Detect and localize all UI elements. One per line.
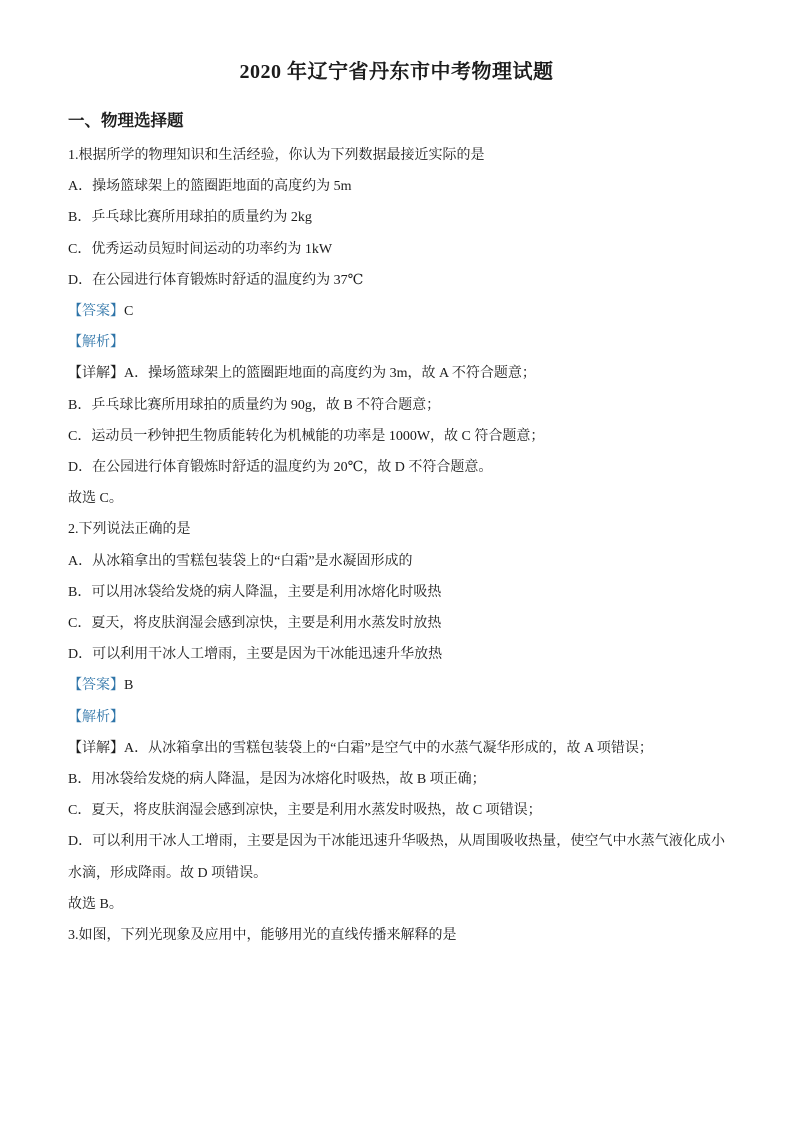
- detail-text: A．操场篮球架上的篮圈距地面的高度约为 3m，故 A 不符合题意；: [124, 366, 536, 382]
- question-1-conclusion: 故选 C。: [68, 491, 123, 507]
- question-2-detail-a: [68, 733, 725, 764]
- question-1-option-a: A．操场篮球架上的篮圈距地面的高度约为 5m: [68, 179, 352, 195]
- question-1-option-d: D．在公园进行体育锻炼时舒适的温度约为 37℃: [68, 272, 364, 288]
- question-2-detail-c: C．夏天，将皮肤润湿会感到凉快，主要是利用水蒸发时吸热，故 C 项错误；: [68, 803, 542, 819]
- question-3: [68, 920, 725, 951]
- answer-value: B: [124, 678, 134, 694]
- question-2-option-d: D．可以利用干冰人工增雨，主要是因为干冰能迅速升华放热: [68, 647, 443, 663]
- question-1-answer-line: [68, 296, 725, 327]
- question-2: [68, 514, 725, 920]
- question-2-option-a: A．从冰箱拿出的雪糕包装袋上的“白霜”是水凝固形成的: [68, 553, 413, 569]
- document-title: 2020 年辽宁省丹东市中考物理试题: [239, 61, 554, 83]
- question-1-detail-d: D．在公园进行体育锻炼时舒适的温度约为 20℃，故 D 不符合题意。: [68, 460, 493, 476]
- answer-label: 【答案】: [68, 678, 124, 694]
- answer-value: C: [124, 304, 134, 320]
- question-1-analysis-line: [68, 327, 725, 358]
- question-2-analysis-line: [68, 702, 725, 733]
- question-2-stem: 2.下列说法正确的是: [68, 522, 191, 538]
- answer-label: 【答案】: [68, 304, 124, 320]
- question-2-option-b: B．可以用冰袋给发烧的病人降温，主要是利用冰熔化时吸热: [68, 584, 442, 600]
- question-1-option-c: C．优秀运动员短时间运动的功率约为 1kW: [68, 241, 333, 257]
- section-heading: 一、物理选择题: [68, 111, 184, 130]
- question-1: [68, 140, 725, 514]
- question-2-conclusion: 故选 B。: [68, 896, 123, 912]
- detail-label: 【详解】: [68, 740, 124, 756]
- analysis-label: 【解析】: [68, 709, 124, 725]
- question-1-stem: 1.根据所学的物理知识和生活经验，你认为下列数据最接近实际的是: [68, 148, 485, 163]
- question-3-stem: 3.如图，下列光现象及应用中，能够用光的直线传播来解释的是: [68, 928, 457, 944]
- detail-label: 【详解】: [68, 366, 124, 382]
- question-2-option-c: C．夏天，将皮肤润湿会感到凉快，主要是利用水蒸发时放热: [68, 616, 442, 632]
- question-2-detail-b: B．用冰袋给发烧的病人降温，是因为冰熔化时吸热，故 B 项正确；: [68, 772, 486, 788]
- question-1-detail-a: [68, 358, 725, 389]
- question-1-detail-b: B．乒乓球比赛所用球拍的质量约为 90g，故 B 不符合题意；: [68, 397, 441, 413]
- question-1-detail-c: C．运动员一秒钟把生物质能转化为机械能的功率是 1000W，故 C 符合题意；: [68, 428, 545, 444]
- question-1-option-b: B．乒乓球比赛所用球拍的质量约为 2kg: [68, 210, 312, 226]
- detail-text: A．从冰箱拿出的雪糕包装袋上的“白霜”是空气中的水蒸气凝华形成的，故 A 项错误；: [124, 740, 653, 756]
- document-content: [68, 140, 725, 951]
- analysis-label: 【解析】: [68, 335, 124, 351]
- question-2-answer-line: [68, 670, 725, 701]
- question-2-detail-d: D．可以利用干冰人工增雨，主要是因为干冰能迅速升华吸热，从周围吸收热量，使空气中水蒸气液化成小水滴，形成降雨。故 D 项错误。: [68, 834, 725, 881]
